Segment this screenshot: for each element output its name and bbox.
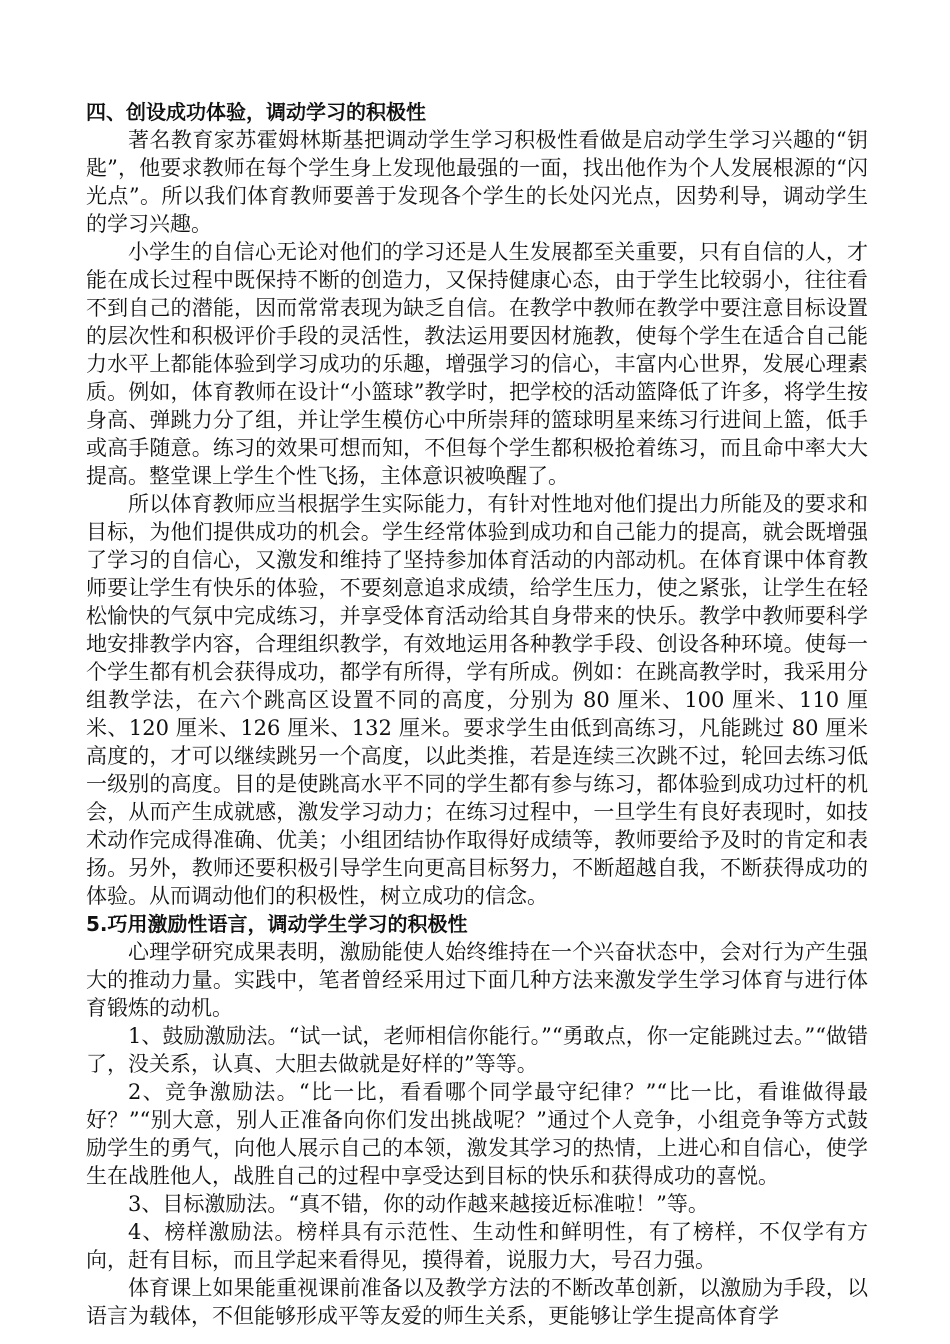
section-4-heading: 四、创设成功体验，调动学习的积极性 (86, 100, 426, 124)
section-5-paragraph-6: 体育课上如果能重视课前准备以及教学方法的不断改革创新，以激励为手段，以语言为载体，不但能够形成平等友爱的师生关系，更能够让学生提高体育学 (86, 1276, 868, 1328)
section-5-paragraph-4: 3、目标激励法。“真不错，你的动作越来越接近标准啦！”等。 (128, 1192, 709, 1216)
section-5-heading: 5.巧用激励性语言，调动学生学习的积极性 (86, 912, 468, 936)
section-4-paragraph-1: 著名教育家苏霍姆林斯基把调动学生学习积极性看做是启动学生学习兴趣的“钥匙”，他要求教师在每个学生身上发现他最强的一面，找出他作为个人发展根源的“闪光点”。所以我们体育教师要善于发现各个学生的长处闪光点，因势利导，调动学生的学习兴趣。 (86, 128, 868, 236)
section-4-paragraph-3: 所以体育教师应当根据学生实际能力，有针对性地对他们提出力所能及的要求和目标，为他们提供成功的机会。学生经常体验到成功和自己能力的提高，就会既增强了学习的自信心，又激发和维持了坚持参加体育活动的内部动机。在体育课中体育教师要让学生有快乐的体验，不要刻意追求成绩，给学生压力，使之紧张，让学生在轻松愉快的气氛中完成练习，并享受体育活动给其自身带来的快乐。教学中教师要科学地安排教学内容，合理组织教学，有效地运用各种教学手段、创设各种环境。使每一个学生都有机会获得成功，都学有所得，学有所成。例如：在跳高教学时，我采用分组教学法，在六个跳高区设置不同的高度，分别为 80 厘米、100 厘米、110 厘米、120 厘米、126 厘米、132 厘米。要求学生由低到高练习，凡能跳过 80 厘米高度的，才可以继续跳另一个高度，以此类推，若是连续三次跳不过，轮回去练习低一级别的高度。目的是使跳高水平不同的学生都有参与练习，都体验到成功过杆的机会，从而产生成就感，激发学习动力；在练习过程中，一旦学生有良好表现时，如技术动作完成得准确、优美；小组团结协作取得好成绩等，教师要给予及时的肯定和表扬。另外，教师还要积极引导学生向更高目标努力，不断超越自我，不断获得成功的体验。从而调动他们的积极性，树立成功的信念。 (86, 492, 868, 908)
section-5-paragraph-3: 2、竞争激励法。“比一比，看看哪个同学最守纪律？”“比一比，看谁做得最好？”“别大意，别人正准备向你们发出挑战呢？”通过个人竞争，小组竞争等方式鼓励学生的勇气，向他人展示自己的本领，激发其学习的热情，上进心和自信心，使学生在战胜他人，战胜自己的过程中享受达到目标的快乐和获得成功的喜悦。 (86, 1080, 868, 1188)
section-5-paragraph-5: 4、榜样激励法。榜样具有示范性、生动性和鲜明性，有了榜样，不仅学有方向，赶有目标，而且学起来看得见，摸得着，说服力大，号召力强。 (86, 1220, 868, 1272)
section-4-paragraph-2: 小学生的自信心无论对他们的学习还是人生发展都至关重要，只有自信的人，才能在成长过程中既保持不断的创造力，又保持健康心态，由于学生比较弱小，往往看不到自己的潜能，因而常常表现为缺乏自信。在教学中教师在教学中要注意目标设置的层次性和积极评价手段的灵活性，教法运用要因材施教，使每个学生在适合自己能力水平上都能体验到学习成功的乐趣，增强学习的信心，丰富内心世界，发展心理素质。例如，体育教师在设计“小篮球”教学时，把学校的活动篮降低了许多，将学生按身高、弹跳力分了组，并让学生模仿心中所崇拜的篮球明星来练习行进间上篮，低手或高手随意。练习的效果可想而知，不但每个学生都积极抢着练习，而且命中率大大提高。整堂课上学生个性飞扬，主体意识被唤醒了。 (86, 240, 868, 488)
section-5-paragraph-2: 1、鼓励激励法。“试一试，老师相信你能行。”“勇敢点，你一定能跳过去。”“做错了，没关系，认真、大胆去做就是好样的”等等。 (86, 1024, 868, 1076)
document-page (86, 98, 868, 1330)
section-5-paragraph-1: 心理学研究成果表明，激励能使人始终维持在一个兴奋状态中，会对行为产生强大的推动力量。实践中，笔者曾经采用过下面几种方法来激发学生学习体育与进行体育锻炼的动机。 (86, 940, 868, 1020)
